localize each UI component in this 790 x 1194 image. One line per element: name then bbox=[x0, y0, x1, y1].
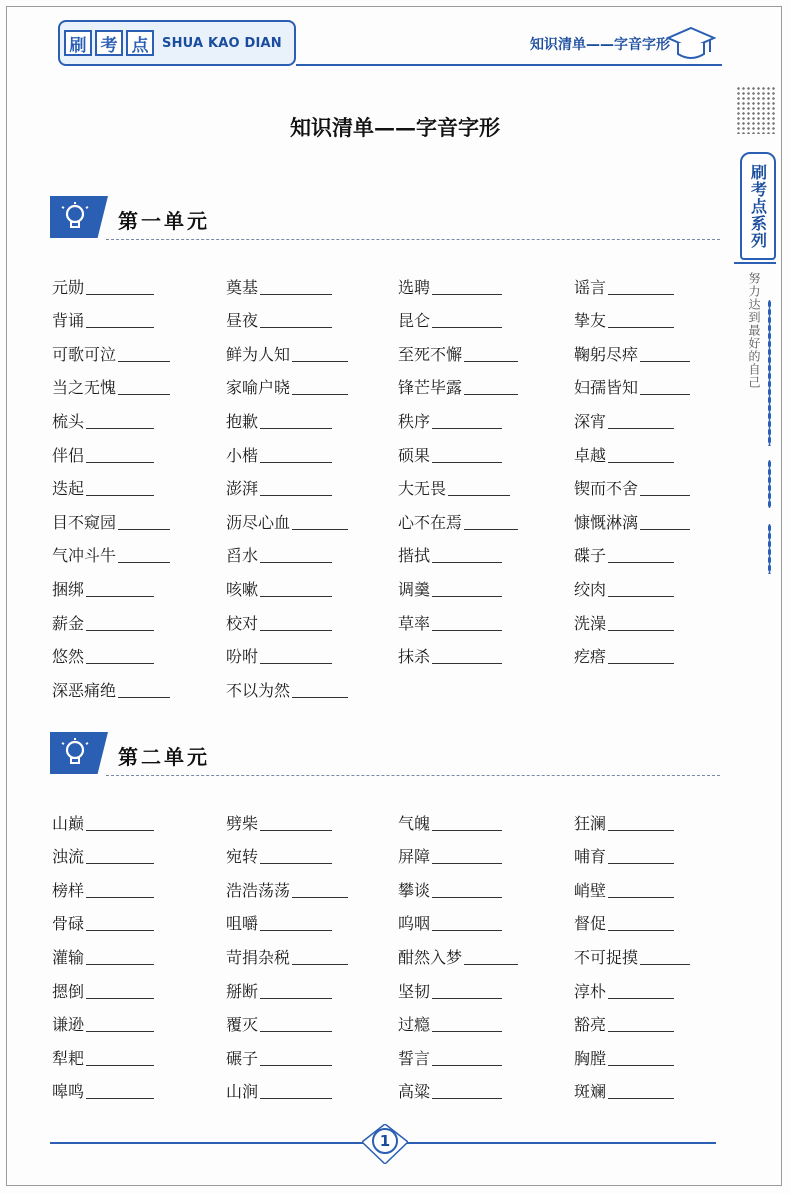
word-item bbox=[398, 940, 574, 974]
unit-title: 第一单元 bbox=[118, 209, 210, 233]
word-item bbox=[226, 606, 398, 640]
word-text: 宛转 bbox=[226, 847, 259, 867]
answer-blank[interactable] bbox=[464, 963, 518, 965]
answer-blank[interactable] bbox=[86, 293, 154, 295]
answer-blank[interactable] bbox=[118, 696, 170, 698]
answer-blank[interactable] bbox=[260, 1030, 332, 1032]
brand-english: SHUA KAO DIAN bbox=[162, 36, 282, 51]
word-text: 淳朴 bbox=[574, 981, 607, 1001]
word-text: 嗥鸣 bbox=[52, 1082, 85, 1102]
word-text: 伴侣 bbox=[52, 445, 85, 465]
word-item bbox=[52, 907, 226, 941]
answer-blank[interactable] bbox=[118, 393, 170, 395]
word-text: 昆仑 bbox=[398, 311, 431, 331]
word-text: 胸膛 bbox=[574, 1048, 607, 1068]
word-text: 气魄 bbox=[398, 813, 431, 833]
answer-blank[interactable] bbox=[260, 494, 332, 496]
word-item bbox=[226, 1008, 398, 1042]
word-text: 苛捐杂税 bbox=[226, 947, 291, 967]
answer-blank[interactable] bbox=[432, 662, 502, 664]
word-text: 气冲斗牛 bbox=[52, 546, 117, 566]
word-text: 卓越 bbox=[574, 445, 607, 465]
word-text: 草率 bbox=[398, 613, 431, 633]
word-item bbox=[574, 1008, 724, 1042]
answer-blank[interactable] bbox=[260, 326, 332, 328]
answer-blank[interactable] bbox=[432, 896, 502, 898]
word-item bbox=[398, 1041, 574, 1075]
answer-blank[interactable] bbox=[118, 528, 170, 530]
word-text: 当之无愧 bbox=[52, 378, 117, 398]
answer-blank[interactable] bbox=[292, 896, 348, 898]
word-text: 不可捉摸 bbox=[574, 947, 639, 967]
word-item bbox=[52, 806, 226, 840]
word-text: 锲而不舍 bbox=[574, 479, 639, 499]
word-item bbox=[574, 539, 724, 573]
answer-blank[interactable] bbox=[260, 1064, 332, 1066]
word-item bbox=[398, 907, 574, 941]
word-item bbox=[574, 806, 724, 840]
unit-title: 第二单元 bbox=[118, 745, 210, 769]
word-text: 澎湃 bbox=[226, 479, 259, 499]
word-item bbox=[52, 606, 226, 640]
word-text: 锋芒毕露 bbox=[398, 378, 463, 398]
answer-blank[interactable] bbox=[86, 1030, 154, 1032]
answer-blank[interactable] bbox=[260, 862, 332, 864]
word-text: 迭起 bbox=[52, 479, 85, 499]
header-rule bbox=[296, 64, 722, 66]
word-item bbox=[398, 640, 574, 674]
word-item bbox=[226, 505, 398, 539]
word-item bbox=[226, 806, 398, 840]
answer-blank[interactable] bbox=[260, 829, 332, 831]
word-item bbox=[574, 404, 724, 438]
word-text: 灌输 bbox=[52, 947, 85, 967]
word-item bbox=[226, 673, 398, 707]
word-text: 沥尽心血 bbox=[226, 512, 291, 532]
answer-blank[interactable] bbox=[608, 829, 674, 831]
word-item bbox=[226, 572, 398, 606]
word-text: 揩拭 bbox=[398, 546, 431, 566]
word-text: 疙瘩 bbox=[574, 647, 607, 667]
answer-blank[interactable] bbox=[608, 561, 674, 563]
word-text: 选聘 bbox=[398, 277, 431, 297]
answer-blank[interactable] bbox=[432, 293, 502, 295]
word-text: 梳头 bbox=[52, 411, 85, 431]
word-item bbox=[574, 371, 724, 405]
word-item bbox=[574, 1041, 724, 1075]
answer-blank[interactable] bbox=[260, 293, 332, 295]
word-text: 高粱 bbox=[398, 1082, 431, 1102]
page-title: 知识清单——字音字形 bbox=[290, 115, 500, 140]
word-item bbox=[52, 304, 226, 338]
answer-blank[interactable] bbox=[292, 696, 348, 698]
word-item bbox=[398, 404, 574, 438]
word-item bbox=[574, 840, 724, 874]
word-item bbox=[226, 907, 398, 941]
word-text: 秩序 bbox=[398, 411, 431, 431]
word-item bbox=[398, 974, 574, 1008]
answer-blank[interactable] bbox=[260, 629, 332, 631]
word-text: 攀谈 bbox=[398, 880, 431, 900]
unit-header bbox=[50, 732, 720, 776]
word-item bbox=[52, 640, 226, 674]
answer-blank[interactable] bbox=[292, 393, 348, 395]
answer-blank[interactable] bbox=[86, 997, 154, 999]
lightbulb-icon bbox=[60, 738, 90, 768]
word-item bbox=[398, 572, 574, 606]
word-item bbox=[398, 1075, 574, 1109]
word-item bbox=[574, 337, 724, 371]
answer-blank[interactable] bbox=[86, 629, 154, 631]
word-text: 咀嚼 bbox=[226, 914, 259, 934]
word-item bbox=[226, 539, 398, 573]
word-item bbox=[398, 873, 574, 907]
answer-blank[interactable] bbox=[86, 963, 154, 965]
unit-header bbox=[50, 196, 720, 240]
answer-blank[interactable] bbox=[118, 561, 170, 563]
answer-blank[interactable] bbox=[432, 1097, 502, 1099]
word-text: 可歌可泣 bbox=[52, 344, 117, 364]
word-text: 谣言 bbox=[574, 277, 607, 297]
word-item bbox=[226, 1075, 398, 1109]
answer-blank[interactable] bbox=[608, 997, 674, 999]
word-item bbox=[226, 1041, 398, 1075]
word-text: 骨碌 bbox=[52, 914, 85, 934]
slogan-text: 努力达到最好的自己 bbox=[747, 272, 761, 389]
answer-blank[interactable] bbox=[640, 528, 690, 530]
word-text: 抱歉 bbox=[226, 411, 259, 431]
word-text: 目不窥园 bbox=[52, 512, 117, 532]
word-text: 大无畏 bbox=[398, 479, 447, 499]
word-text: 鲜为人知 bbox=[226, 344, 291, 364]
answer-blank[interactable] bbox=[608, 629, 674, 631]
word-item bbox=[574, 472, 724, 506]
answer-blank[interactable] bbox=[86, 1097, 154, 1099]
word-text: 浊流 bbox=[52, 847, 85, 867]
word-text: 峭壁 bbox=[574, 880, 607, 900]
answer-blank[interactable] bbox=[432, 1030, 502, 1032]
brand-char: 点 bbox=[126, 30, 154, 56]
word-item bbox=[226, 873, 398, 907]
word-text: 洗澡 bbox=[574, 613, 607, 633]
answer-blank[interactable] bbox=[260, 662, 332, 664]
word-text: 慷慨淋漓 bbox=[574, 512, 639, 532]
answer-blank[interactable] bbox=[608, 595, 674, 597]
word-text: 劈柴 bbox=[226, 813, 259, 833]
answer-blank[interactable] bbox=[86, 595, 154, 597]
answer-blank[interactable] bbox=[86, 461, 154, 463]
unit-divider bbox=[106, 775, 720, 776]
answer-blank[interactable] bbox=[432, 561, 502, 563]
word-text: 调羹 bbox=[398, 579, 431, 599]
word-item bbox=[52, 1008, 226, 1042]
word-item bbox=[226, 304, 398, 338]
answer-blank[interactable] bbox=[608, 1097, 674, 1099]
brand-char: 刷 bbox=[64, 30, 92, 56]
word-item bbox=[574, 606, 724, 640]
word-text: 山巅 bbox=[52, 813, 85, 833]
word-item bbox=[398, 438, 574, 472]
answer-blank[interactable] bbox=[86, 494, 154, 496]
word-item bbox=[52, 1075, 226, 1109]
word-text: 坚韧 bbox=[398, 981, 431, 1001]
answer-blank[interactable] bbox=[260, 595, 332, 597]
word-grid-unit-2 bbox=[52, 806, 724, 1108]
word-item bbox=[574, 505, 724, 539]
word-item bbox=[226, 270, 398, 304]
answer-blank[interactable] bbox=[464, 393, 518, 395]
word-item bbox=[398, 840, 574, 874]
word-text: 碾子 bbox=[226, 1048, 259, 1068]
word-text: 过瘾 bbox=[398, 1015, 431, 1035]
word-item bbox=[52, 840, 226, 874]
answer-blank[interactable] bbox=[118, 360, 170, 362]
answer-blank[interactable] bbox=[260, 461, 332, 463]
lightbulb-icon bbox=[60, 202, 90, 232]
word-text: 舀水 bbox=[226, 546, 259, 566]
word-text: 元勋 bbox=[52, 277, 85, 297]
word-item bbox=[226, 438, 398, 472]
word-item bbox=[52, 505, 226, 539]
answer-blank[interactable] bbox=[292, 528, 348, 530]
answer-blank[interactable] bbox=[432, 862, 502, 864]
word-text: 咳嗽 bbox=[226, 579, 259, 599]
word-item bbox=[574, 940, 724, 974]
word-item bbox=[52, 371, 226, 405]
word-text: 深恶痛绝 bbox=[52, 680, 117, 700]
word-item bbox=[52, 337, 226, 371]
answer-blank[interactable] bbox=[608, 427, 674, 429]
answer-blank[interactable] bbox=[640, 494, 690, 496]
word-text: 小楷 bbox=[226, 445, 259, 465]
series-tab bbox=[740, 152, 776, 260]
word-item bbox=[226, 974, 398, 1008]
answer-blank[interactable] bbox=[464, 360, 518, 362]
word-item bbox=[398, 806, 574, 840]
word-text: 誓言 bbox=[398, 1048, 431, 1068]
word-text: 榜样 bbox=[52, 880, 85, 900]
answer-blank[interactable] bbox=[432, 461, 502, 463]
answer-blank[interactable] bbox=[608, 293, 674, 295]
word-item bbox=[398, 472, 574, 506]
answer-blank[interactable] bbox=[640, 963, 690, 965]
word-text: 绞肉 bbox=[574, 579, 607, 599]
word-item bbox=[52, 974, 226, 1008]
word-item bbox=[52, 873, 226, 907]
answer-blank[interactable] bbox=[608, 1064, 674, 1066]
answer-blank[interactable] bbox=[464, 528, 518, 530]
word-text: 鞠躬尽瘁 bbox=[574, 344, 639, 364]
word-item bbox=[398, 1008, 574, 1042]
word-text: 掰断 bbox=[226, 981, 259, 1001]
answer-blank[interactable] bbox=[86, 929, 154, 931]
word-text: 妇孺皆知 bbox=[574, 378, 639, 398]
word-text: 捆绑 bbox=[52, 579, 85, 599]
unit-divider bbox=[106, 239, 720, 240]
answer-blank[interactable] bbox=[608, 662, 674, 664]
word-item bbox=[226, 940, 398, 974]
answer-blank[interactable] bbox=[432, 829, 502, 831]
word-text: 豁亮 bbox=[574, 1015, 607, 1035]
word-item bbox=[574, 873, 724, 907]
word-text: 硕果 bbox=[398, 445, 431, 465]
word-text: 犁耙 bbox=[52, 1048, 85, 1068]
brand-logo bbox=[58, 20, 296, 66]
word-item bbox=[574, 640, 724, 674]
word-item bbox=[226, 640, 398, 674]
page-number: 1 bbox=[372, 1128, 398, 1154]
word-text: 背诵 bbox=[52, 311, 85, 331]
lightbulb-badge bbox=[50, 196, 108, 238]
word-text: 深宵 bbox=[574, 411, 607, 431]
word-item bbox=[574, 974, 724, 1008]
word-item bbox=[52, 940, 226, 974]
word-item bbox=[52, 1041, 226, 1075]
answer-blank[interactable] bbox=[260, 427, 332, 429]
word-text: 哺育 bbox=[574, 847, 607, 867]
answer-blank[interactable] bbox=[432, 997, 502, 999]
answer-blank[interactable] bbox=[292, 963, 348, 965]
brand-char: 考 bbox=[95, 30, 123, 56]
word-item bbox=[226, 404, 398, 438]
answer-blank[interactable] bbox=[86, 829, 154, 831]
word-item bbox=[226, 840, 398, 874]
word-text: 山涧 bbox=[226, 1082, 259, 1102]
word-text: 心不在焉 bbox=[398, 512, 463, 532]
word-item bbox=[52, 438, 226, 472]
word-item bbox=[398, 505, 574, 539]
word-text: 督促 bbox=[574, 914, 607, 934]
word-grid-unit-1 bbox=[52, 270, 724, 707]
word-item bbox=[574, 572, 724, 606]
word-text: 屏障 bbox=[398, 847, 431, 867]
answer-blank[interactable] bbox=[260, 929, 332, 931]
word-item bbox=[574, 1075, 724, 1109]
answer-blank[interactable] bbox=[86, 427, 154, 429]
word-text: 浩浩荡荡 bbox=[226, 880, 291, 900]
word-item bbox=[52, 539, 226, 573]
answer-blank[interactable] bbox=[432, 629, 502, 631]
word-item bbox=[52, 404, 226, 438]
answer-blank[interactable] bbox=[260, 1097, 332, 1099]
word-text: 碟子 bbox=[574, 546, 607, 566]
word-text: 狂澜 bbox=[574, 813, 607, 833]
word-text: 校对 bbox=[226, 613, 259, 633]
word-text: 悠然 bbox=[52, 647, 85, 667]
word-item bbox=[574, 304, 724, 338]
series-tab-label: 刷考点系列 bbox=[748, 163, 768, 249]
answer-blank[interactable] bbox=[640, 393, 690, 395]
answer-blank[interactable] bbox=[86, 662, 154, 664]
word-text: 斑斓 bbox=[574, 1082, 607, 1102]
answer-blank[interactable] bbox=[292, 360, 348, 362]
word-text: 至死不懈 bbox=[398, 344, 463, 364]
answer-blank[interactable] bbox=[608, 326, 674, 328]
word-item bbox=[226, 371, 398, 405]
answer-blank[interactable] bbox=[432, 1064, 502, 1066]
answer-blank[interactable] bbox=[86, 896, 154, 898]
answer-blank[interactable] bbox=[608, 896, 674, 898]
word-text: 谦逊 bbox=[52, 1015, 85, 1035]
word-item bbox=[574, 270, 724, 304]
answer-blank[interactable] bbox=[86, 862, 154, 864]
answer-blank[interactable] bbox=[640, 360, 690, 362]
word-text: 昼夜 bbox=[226, 311, 259, 331]
word-item bbox=[226, 472, 398, 506]
side-dots bbox=[768, 300, 771, 446]
answer-blank[interactable] bbox=[86, 326, 154, 328]
lightbulb-badge bbox=[50, 732, 108, 774]
answer-blank[interactable] bbox=[260, 561, 332, 563]
answer-blank[interactable] bbox=[432, 595, 502, 597]
word-item bbox=[574, 438, 724, 472]
answer-blank[interactable] bbox=[608, 862, 674, 864]
word-item bbox=[398, 606, 574, 640]
side-dots bbox=[768, 460, 771, 508]
graduation-cap-icon bbox=[666, 24, 716, 64]
word-item bbox=[398, 304, 574, 338]
word-item bbox=[52, 572, 226, 606]
word-item bbox=[398, 270, 574, 304]
answer-blank[interactable] bbox=[432, 929, 502, 931]
word-text: 呜咽 bbox=[398, 914, 431, 934]
word-item bbox=[226, 337, 398, 371]
word-text: 摁倒 bbox=[52, 981, 85, 1001]
answer-blank[interactable] bbox=[608, 1030, 674, 1032]
word-text: 酣然入梦 bbox=[398, 947, 463, 967]
word-text: 奠基 bbox=[226, 277, 259, 297]
answer-blank[interactable] bbox=[260, 997, 332, 999]
word-item bbox=[398, 337, 574, 371]
word-item bbox=[574, 907, 724, 941]
word-text: 家喻户晓 bbox=[226, 378, 291, 398]
answer-blank[interactable] bbox=[608, 929, 674, 931]
word-item bbox=[398, 539, 574, 573]
word-text: 抹杀 bbox=[398, 647, 431, 667]
word-item bbox=[52, 472, 226, 506]
word-item bbox=[398, 371, 574, 405]
answer-blank[interactable] bbox=[432, 427, 502, 429]
answer-blank[interactable] bbox=[432, 326, 502, 328]
answer-blank[interactable] bbox=[448, 494, 510, 496]
side-dots bbox=[768, 524, 771, 574]
word-text: 薪金 bbox=[52, 613, 85, 633]
word-text: 吩咐 bbox=[226, 647, 259, 667]
word-item bbox=[52, 270, 226, 304]
answer-blank[interactable] bbox=[608, 461, 674, 463]
word-text: 不以为然 bbox=[226, 680, 291, 700]
word-text: 覆灭 bbox=[226, 1015, 259, 1035]
series-tab-rule bbox=[734, 262, 776, 264]
breadcrumb: 知识清单——字音字形 bbox=[530, 37, 670, 53]
word-item bbox=[52, 673, 226, 707]
answer-blank[interactable] bbox=[86, 1064, 154, 1066]
word-text: 挚友 bbox=[574, 311, 607, 331]
